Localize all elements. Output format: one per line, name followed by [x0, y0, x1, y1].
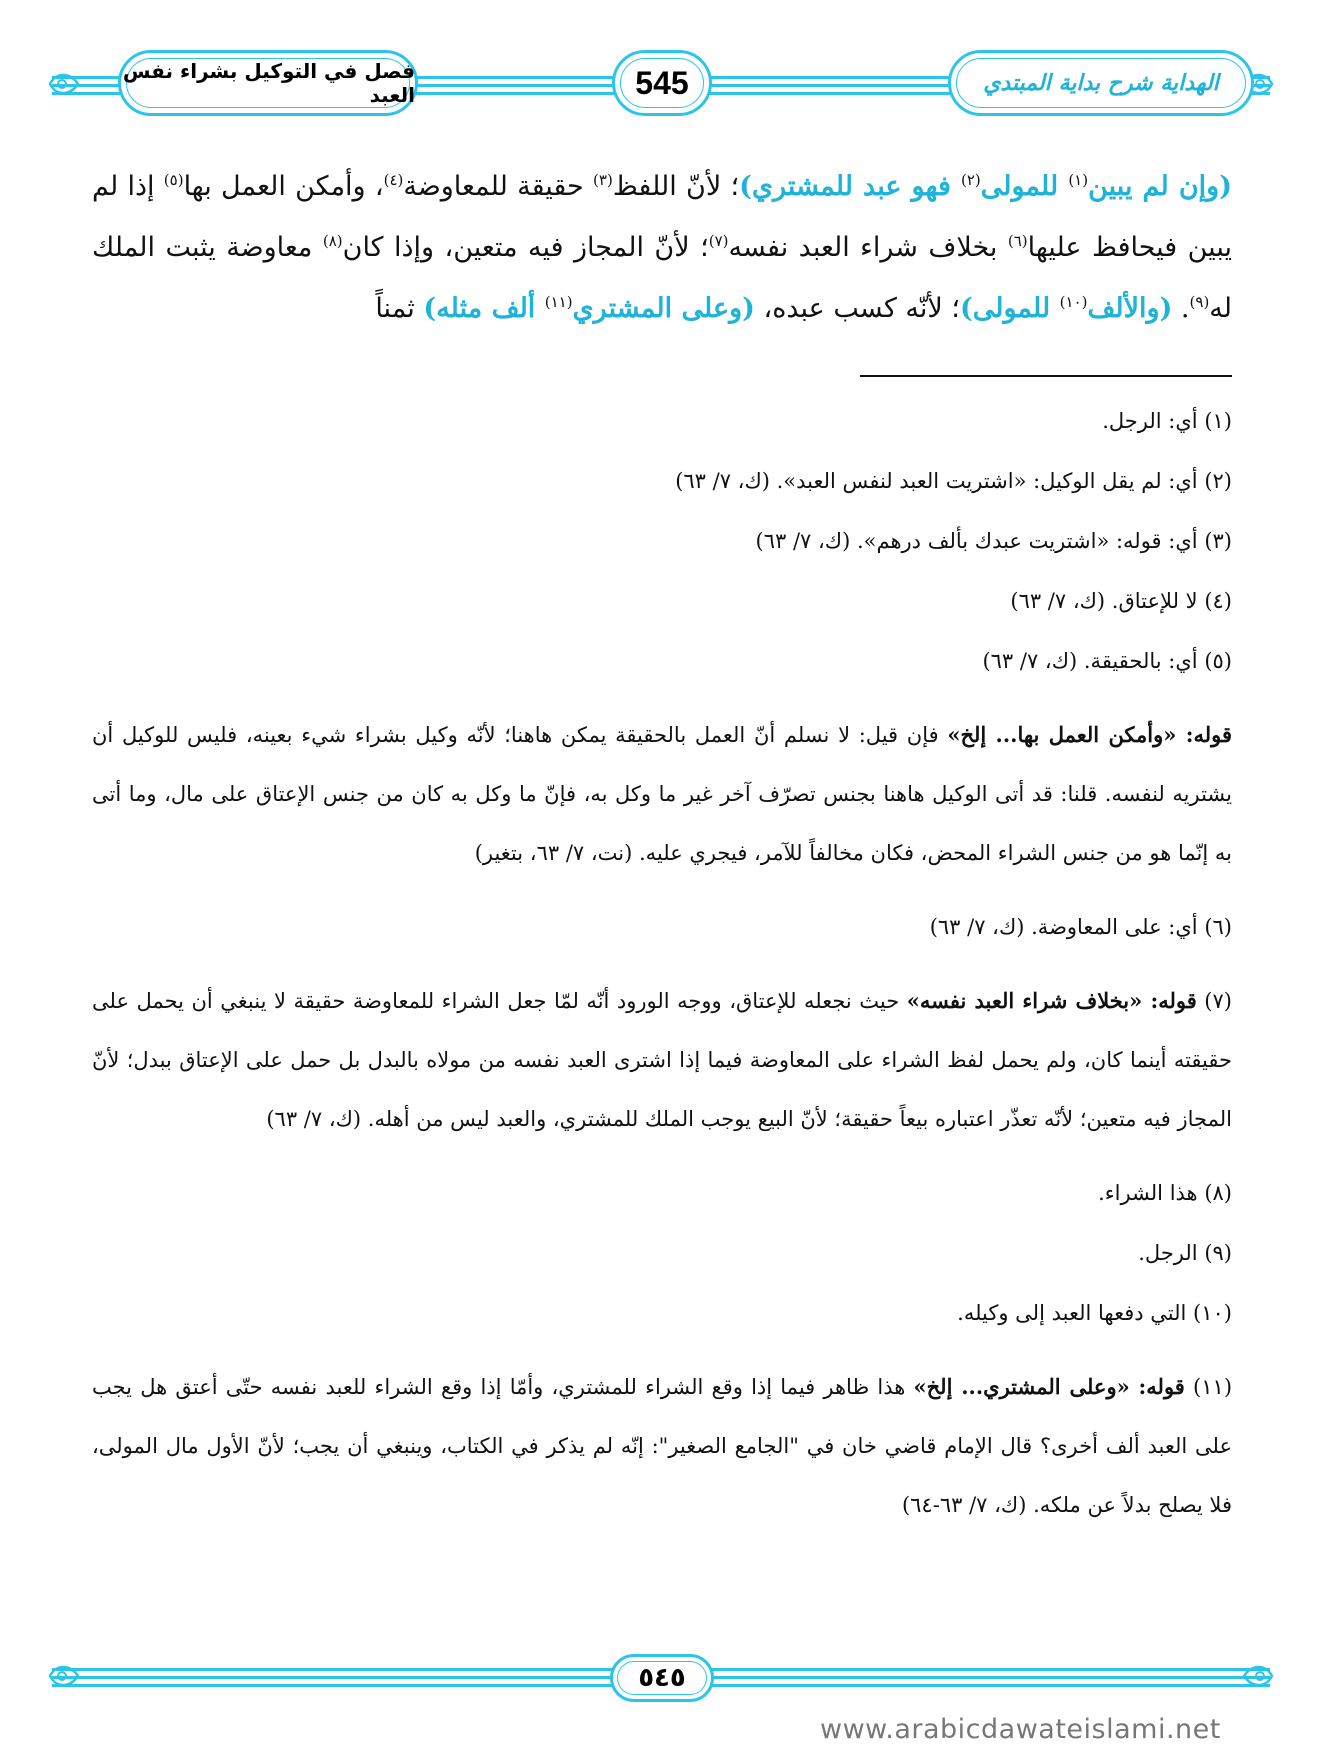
commentary-text: حقيقة للمعاوضة [403, 171, 594, 202]
footnote [92, 1297, 1232, 1329]
page-header [52, 46, 1270, 122]
footnote-text: الرجل. [1138, 1241, 1198, 1265]
commentary-text: . [1172, 293, 1190, 324]
footnote [92, 645, 1232, 677]
footnote-number: (٤) [1204, 589, 1232, 613]
footnote-separator [860, 375, 1232, 377]
footnote-text: هذا الشراء. [1098, 1181, 1198, 1205]
matn-text: (وعلى المشتري [572, 293, 755, 324]
footnote-lead: قوله: «وأمكن العمل بها... إلخ» [947, 722, 1232, 747]
footnote-lead: قوله: «وعلى المشتري... إلخ» [913, 1374, 1185, 1399]
footnote [92, 525, 1232, 557]
footer-page-number: ٥٤٥ [638, 1663, 686, 1693]
matn-text: فهو عبد للمشتري) [739, 171, 961, 202]
footnote-text: هذا ظاهر فيما إذا وقع الشراء للمشتري، وأمّا إذا وقع الشراء للعبد نفسه حتّى أعتق هل يجب على العبد ألف أخرى؟ قال الإمام قاضي خان في "الجامع الصغير": إنّه لم يذكر في الكتاب، وينبغي أن يجب؛ لأنّ الأول مال المولى، فلا يصلح بدلاً عن ملكه. (ك، ٧/ ٦٣-٦٤) [92, 1375, 1232, 1517]
footnote [92, 465, 1232, 497]
footnote [92, 585, 1232, 617]
footnote [92, 405, 1232, 437]
footnote-ref[interactable]: (٥) [163, 171, 184, 189]
footnote-number: (٧) [1204, 989, 1232, 1013]
footnotes [92, 405, 1232, 1563]
footnote-number: (٩) [1204, 1241, 1232, 1265]
footnote-ref[interactable]: (١١) [544, 293, 573, 311]
footnote-ref[interactable]: (١٠) [1059, 293, 1088, 311]
commentary-text: ؛ لأنّ المجاز فيه متعين، وإذا كان [342, 232, 709, 263]
footnote-lead: قوله: «بخلاف شراء العبد نفسه» [906, 988, 1197, 1013]
footnote-number: (٥) [1204, 649, 1232, 673]
ornament-icon [1242, 1662, 1276, 1690]
footnote [92, 1237, 1232, 1269]
footnote-text: أي: لم يقل الوكيل: «اشتريت العبد لنفس العبد». (ك، ٧/ ٦٣) [675, 469, 1198, 493]
footnote-number: (١١) [1193, 1375, 1233, 1399]
footnote-text: أي: بالحقيقة. (ك، ٧/ ٦٣) [982, 649, 1198, 673]
footnote-ref[interactable]: (٩) [1189, 293, 1210, 311]
commentary-text: إذا لم يبين فيحافظ عليها [92, 171, 1232, 263]
commentary-text: ثمناً [375, 293, 424, 324]
ornament-icon [46, 1662, 80, 1690]
footnote-number: (١٠) [1193, 1301, 1232, 1325]
matn-text: للمولى) [959, 293, 1060, 324]
footnote [92, 705, 1232, 883]
book-title: الهداية شرح بداية المبتدي [983, 70, 1219, 96]
matn-text: (وإن لم يبين [1088, 171, 1232, 202]
footnote-ref[interactable]: (٣) [593, 171, 613, 189]
footnote [92, 1177, 1232, 1209]
commentary-text: معاوضة يثبت الملك له [92, 232, 1232, 324]
footnote-text: فإن قيل: لا نسلم أنّ العمل بالحقيقة يمكن هاهنا؛ لأنّه وكيل بشراء شيء بعينه، فليس للوكيل أن يشتريه لنفسه. قلنا: قد أتى الوكيل هاهنا بجنس تصرّف آخر غير ما وكل به، فإنّ ما وكل به كان من جنس الإعتاق على مال، وما أتى به إنّما هو من جنس الشراء المحض، فكان مخالفاً للآمر، فيجري عليه. (نت، ٧/ ٦٣، بتغير) [92, 723, 1232, 865]
footnote-ref[interactable]: (٨) [322, 232, 343, 250]
footnote [92, 971, 1232, 1149]
page-number: 545 [635, 64, 689, 101]
footnote-ref[interactable]: (٤) [383, 171, 404, 189]
footnote-text: التي دفعها العبد إلى وكيله. [957, 1301, 1187, 1325]
chapter-title: فصل في التوكيل بشراء نفس العبد [122, 59, 415, 107]
page-footer [52, 1646, 1270, 1706]
footnote-text: أي: على المعاوضة. (ك، ٧/ ٦٣) [929, 915, 1198, 939]
footnote-ref[interactable]: (١) [1068, 171, 1089, 189]
book-title-box [948, 50, 1254, 116]
footnote-ref[interactable]: (٢) [960, 171, 981, 189]
footnote-text: أي: قوله: «اشتريت عبدك بألف درهم». (ك، ٧/ ٦٣) [755, 529, 1198, 553]
ornament-icon [46, 70, 80, 98]
footnote-text: أي: الرجل. [1102, 409, 1198, 433]
footnote-number: (٣) [1204, 529, 1232, 553]
footnote-ref[interactable]: (٦) [1007, 232, 1028, 250]
footnote-text: حيث نجعله للإعتاق، ووجه الورود أنّه لمّا جعل الشراء للمعاوضة حقيقة لا ينبغي أن يحمل على حقيقته أينما كان، ولم يحمل لفظ الشراء على المعاوضة فيما إذا اشترى العبد نفسه من مولاه بالبدل بل حمل على الإعتاق ببدل؛ لأنّ المجاز فيه متعين؛ لأنّه تعذّر اعتباره بيعاً حقيقة؛ لأنّ البيع يوجب الملك للمشتري، والعبد ليس من أهله. (ك، ٧/ ٦٣) [92, 989, 1232, 1131]
commentary-text: بخلاف شراء العبد نفسه [728, 232, 1008, 263]
footer-page-box [610, 1654, 714, 1702]
footnote-number: (١) [1204, 409, 1232, 433]
chapter-title-box [118, 50, 418, 116]
matn-text: ألف مثله) [423, 293, 545, 324]
commentary-text: ؛ لأنّه كسب عبده، [754, 293, 960, 324]
footnote-number: (٦) [1204, 915, 1232, 939]
footnote [92, 911, 1232, 943]
main-text [92, 156, 1232, 339]
website-watermark: www.arabicdawateislami.net [820, 1714, 1221, 1745]
footnote-text: لا للإعتاق. (ك، ٧/ ٦٣) [1010, 589, 1198, 613]
commentary-text: ، وأمكن العمل بها [183, 171, 384, 202]
matn-text: للمولى [980, 171, 1069, 202]
footnote [92, 1357, 1232, 1535]
commentary-text: ؛ لأنّ اللفظ [612, 171, 740, 202]
footnote-number: (٢) [1204, 469, 1232, 493]
matn-text: (والألف [1087, 293, 1173, 324]
page-number-box [612, 50, 712, 116]
footnote-number: (٨) [1204, 1181, 1232, 1205]
footnote-ref[interactable]: (٧) [708, 232, 729, 250]
